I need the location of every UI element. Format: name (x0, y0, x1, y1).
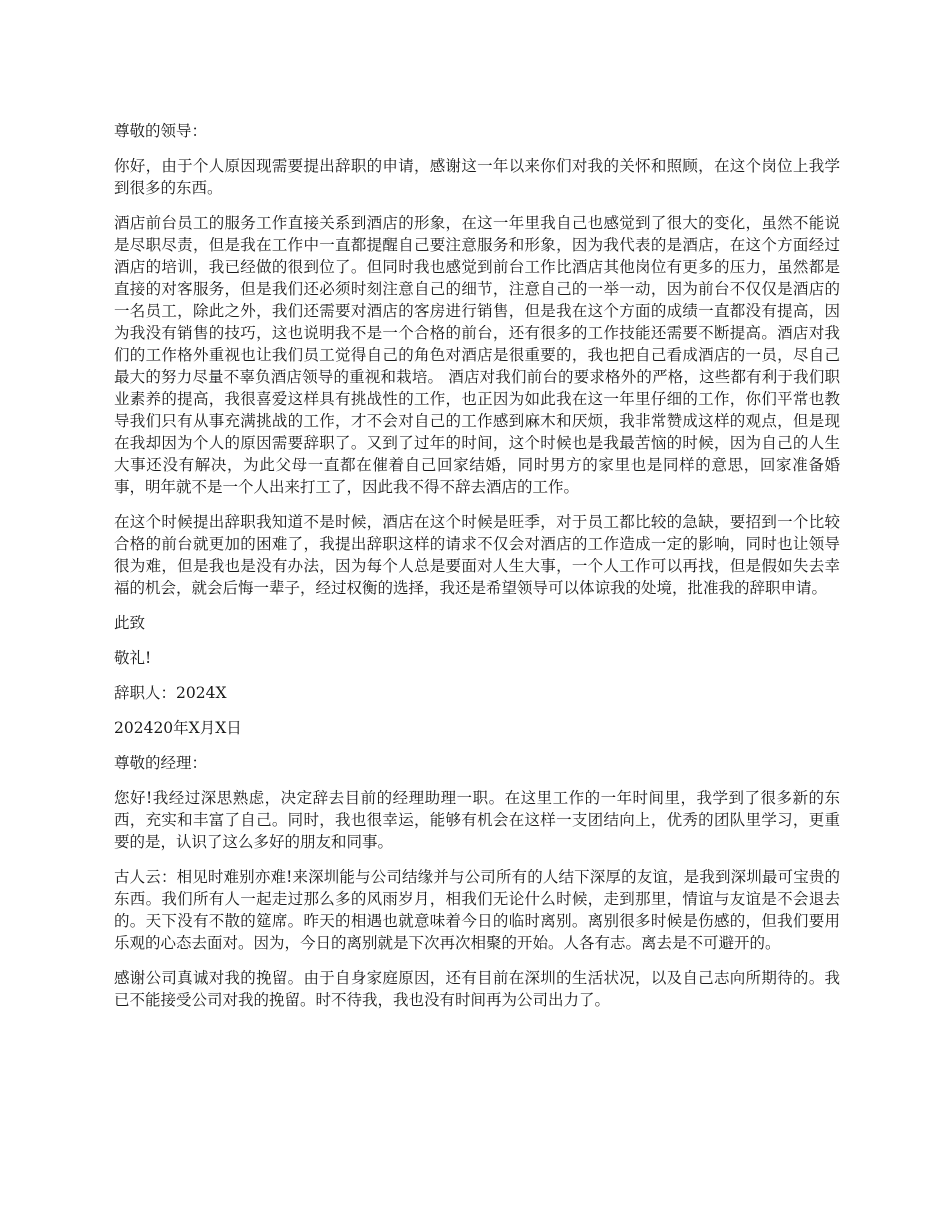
salutation-2: 尊敬的经理： (114, 754, 208, 772)
closing-2: 敬礼! (114, 649, 152, 667)
paragraph-1-2: 酒店前台员工的服务工作直接关系到酒店的形象，在这一年里我自己也感觉到了很大的变化，虽然不能说是尽职尽责，但是我在工作中一直都提醒自己要注意服务和形象，因为我代表的是酒店，在这个方面经过酒店的培训，我已经做的很到位了。但同时我也感觉到前台工作比酒店其他岗位有更多的压力，虽然都是直接的对客服务，但是我们还必须时刻注意自己的细节，注意自己的一举一动，因为前台不仅仅是酒店的一名员工，除此之外，我们还需要对酒店的客房进行销售，但是我在这个方面的成绩一直都没有提高，因为我没有销售的技巧，这也说明我不是一个合格的前台，还有很多的工作技能还需要不断提高。酒店对我们的工作格外重视也让我们员工觉得自己的角色对酒店是很重要的，我也把自己看成酒店的一员，尽自己最大的努力尽量不辜负酒店领导的重视和栽培。 酒店对我们前台的要求格外的严格，这些都有利于我们职业素养的提高，我很喜爱这样具有挑战性的工作，也正因为如此我在这一年里仔细的工作，你们平常也教导我们只有从事充满挑战的工作，才不会对自己的工作感到麻木和厌烦，我非常赞成这样的观点，但是现在我却因为个人的原因需要辞职了。又到了过年的时间，这个时候也是我最苦恼的时候，因为自己的人生大事还没有解决，为此父母一直都在催着自己回家结婚，同时男方的家里也是同样的意思，回家准备婚事，明年就不是一个人出来打工了，因此我不得不辞去酒店的工作。 (114, 214, 840, 496)
salutation-1: 尊敬的领导： (114, 122, 208, 140)
paragraph-2-1: 您好!我经过深思熟虑，决定辞去目前的经理助理一职。在这里工作的一年时间里，我学到了很多新的东西，充实和丰富了自己。同时，我也很幸运，能够有机会在这样一支团结向上，优秀的团队里学习，更重要的是，认识了这么多好的朋友和同事。 (114, 789, 840, 851)
closing-1: 此致 (114, 614, 146, 632)
document-page (114, 120, 840, 1024)
signature: 辞职人：2024X (114, 684, 227, 702)
date: 202420年X月X日 (114, 719, 242, 737)
paragraph-1-3: 在这个时候提出辞职我知道不是时候，酒店在这个时候是旺季，对于员工都比较的急缺，要招到一个比较合格的前台就更加的困难了，我提出辞职这样的请求不仅会对酒店的工作造成一定的影响，同时也让领导很为难，但是我也是没有办法，因为每个人总是要面对人生大事，一个人工作可以再找，但是假如失去幸福的机会，就会后悔一辈子，经过权衡的选择，我还是希望领导可以体谅我的处境，批准我的辞职申请。 (114, 513, 840, 597)
paragraph-2-3: 感谢公司真诚对我的挽留。由于自身家庭原因，还有目前在深圳的生活状况，以及自己志向所期待的。我已不能接受公司对我的挽留。时不待我，我也没有时间再为公司出力了。 (114, 969, 840, 1009)
paragraph-2-2: 古人云：相见时难别亦难!来深圳能与公司结缘并与公司所有的人结下深厚的友谊，是我到深圳最可宝贵的东西。我们所有人一起走过那么多的风雨岁月，相我们无论什么时候，走到那里，情谊与友谊是不会退去的。天下没有不散的筵席。昨天的相遇也就意味着今日的临时离别。离别很多时候是伤感的，但我们要用乐观的心态去面对。因为，今日的离别就是下次再次相聚的开始。人各有志。离去是不可避开的。 (114, 868, 840, 952)
paragraph-1-1: 你好，由于个人原因现需要提出辞职的申请，感谢这一年以来你们对我的关怀和照顾，在这个岗位上我学到很多的东西。 (114, 157, 840, 197)
